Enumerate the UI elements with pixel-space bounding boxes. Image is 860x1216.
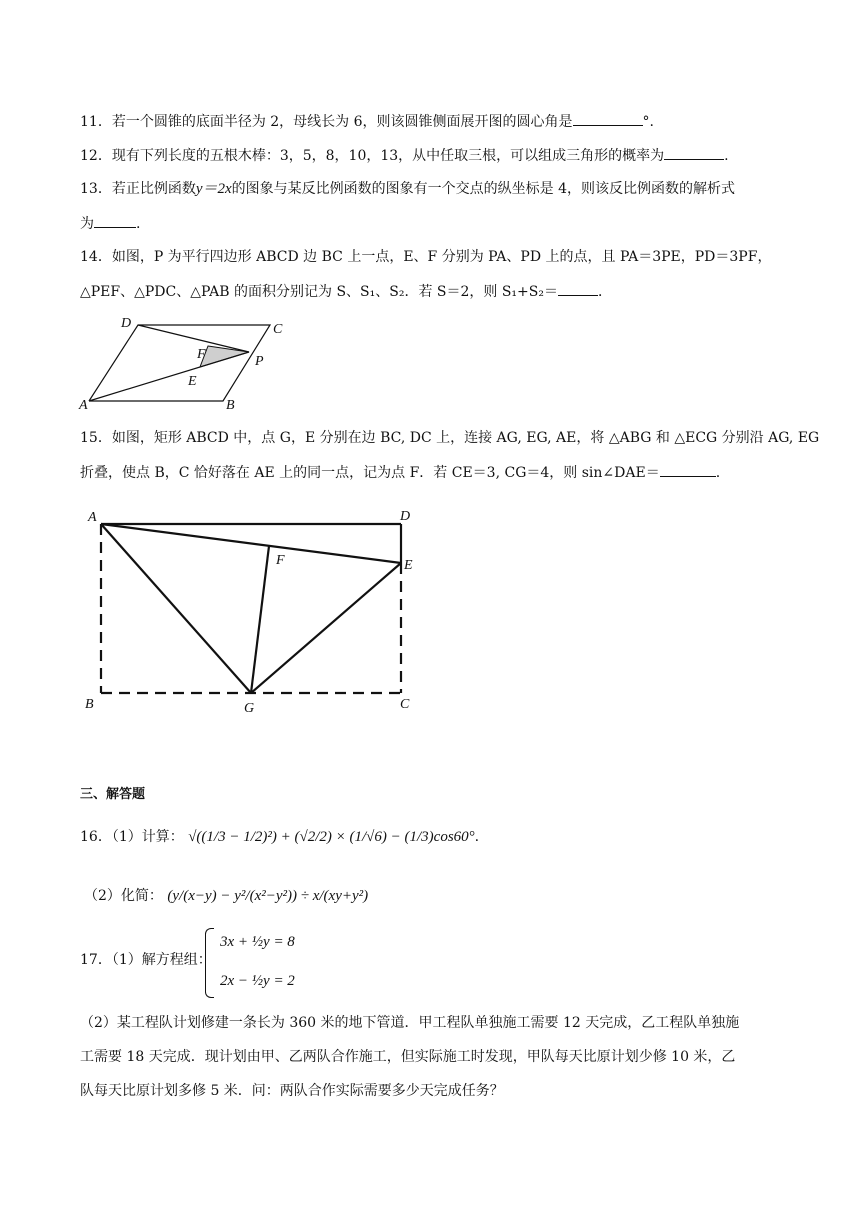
label-f: F <box>197 347 206 362</box>
simplify-expression: (y/(x−y) − y²/(x²−y²)) ÷ x/(xy+y²) <box>167 888 369 904</box>
answer-blank-12 <box>664 145 724 160</box>
segment-ae <box>101 524 401 563</box>
label-g: G <box>244 701 255 716</box>
answer-blank-13 <box>94 213 136 228</box>
question-13: 13．若正比例函数y＝2x的图象与某反比例函数的图象有一个交点的纵坐标是 4，则该反比例函数的解析式 <box>80 181 736 197</box>
rectangle-fold-figure <box>80 500 430 720</box>
label-c: C <box>273 322 283 337</box>
equation-2: 2x − ½y = 2 <box>220 973 295 989</box>
label-d: D <box>121 316 132 331</box>
question-17-part1: 17．（1）解方程组： <box>80 952 212 968</box>
section-heading: 三、解答题 <box>80 787 146 802</box>
triangle-pef-shaded <box>200 346 249 367</box>
segment-ap <box>89 352 249 401</box>
linear-function: y＝2x <box>195 181 232 197</box>
label-a: A <box>79 398 88 413</box>
answer-blank-14 <box>558 281 598 296</box>
label-a: A <box>88 510 97 525</box>
answer-blank-15 <box>660 462 716 477</box>
label-p: P <box>255 354 264 369</box>
question-13-line2: 为 . <box>80 213 140 234</box>
answer-blank-11 <box>573 111 643 126</box>
question-12: 12．现有下列长度的五根木棒：3，5，8，10，13，从中任取三根，可以组成三角形的概率为 . <box>80 145 729 166</box>
question-15: 15．如图，矩形 ABCD 中，点 G，E 分别在边 BC, DC 上，连接 AG, EG, AE，将 △ABG 和 △ECG 分别沿 AG, EG <box>80 430 820 446</box>
question-17-part2-line2: 工需要 18 天完成．现计划由甲、乙两队合作施工，但实际施工时发现，甲队每天比原计划少修 10 米，乙 <box>80 1049 736 1065</box>
label-d: D <box>400 509 411 524</box>
label-c: C <box>400 697 410 712</box>
parallelogram-figure <box>75 315 283 415</box>
segment-eg <box>251 563 401 693</box>
question-16-part2: （2）化简： (y/(x−y) − y²/(x²−y²)) ÷ x/(xy+y²) <box>84 888 369 904</box>
segment-fg <box>251 546 269 693</box>
label-b: B <box>226 398 235 413</box>
parallelogram-abcd <box>89 325 270 401</box>
equation-system-brace <box>205 928 214 998</box>
segment-ag <box>101 524 251 693</box>
question-17-part2-line1: （2）某工程队计划修建一条长为 360 米的地下管道．甲工程队单独施工需要 12 天完成，乙工程队单独施 <box>80 1015 740 1031</box>
question-17-part2-line3: 队每天比原计划多修 5 米．问：两队合作实际需要多少天完成任务？ <box>80 1083 504 1099</box>
calc-expression: √((1/3 − 1/2)²) + (√2/2) × (1/√6) − (1/3)cos60° <box>188 829 475 845</box>
label-b: B <box>85 697 94 712</box>
label-e: E <box>404 558 413 573</box>
label-e: E <box>188 374 197 389</box>
segment-dp <box>138 325 249 352</box>
question-16-part1: 16．（1）计算： √((1/3 − 1/2)²) + (√2/2) × (1/√6) − (1/3)cos60°. <box>80 829 480 845</box>
equation-1: 3x + ½y = 8 <box>220 934 295 950</box>
question-14-line2: △PEF、△PDC、△PAB 的面积分别记为 S、S₁、S₂．若 S＝2，则 S₁+S₂＝ ． <box>80 281 612 302</box>
question-14: 14．如图，P 为平行四边形 ABCD 边 BC 上一点，E、F 分别为 PA、PD 上的点，且 PA＝3PE，PD＝3PF， <box>80 249 772 265</box>
label-f: F <box>276 553 285 568</box>
question-11: 11．若一个圆锥的底面半径为 2，母线长为 6，则该圆锥侧面展开图的圆心角是 °. <box>80 111 654 132</box>
question-15-line2: 折叠，使点 B，C 恰好落在 AE 上的同一点，记为点 F．若 CE＝3, CG＝4，则 sin∠DAE＝ . <box>80 462 720 483</box>
